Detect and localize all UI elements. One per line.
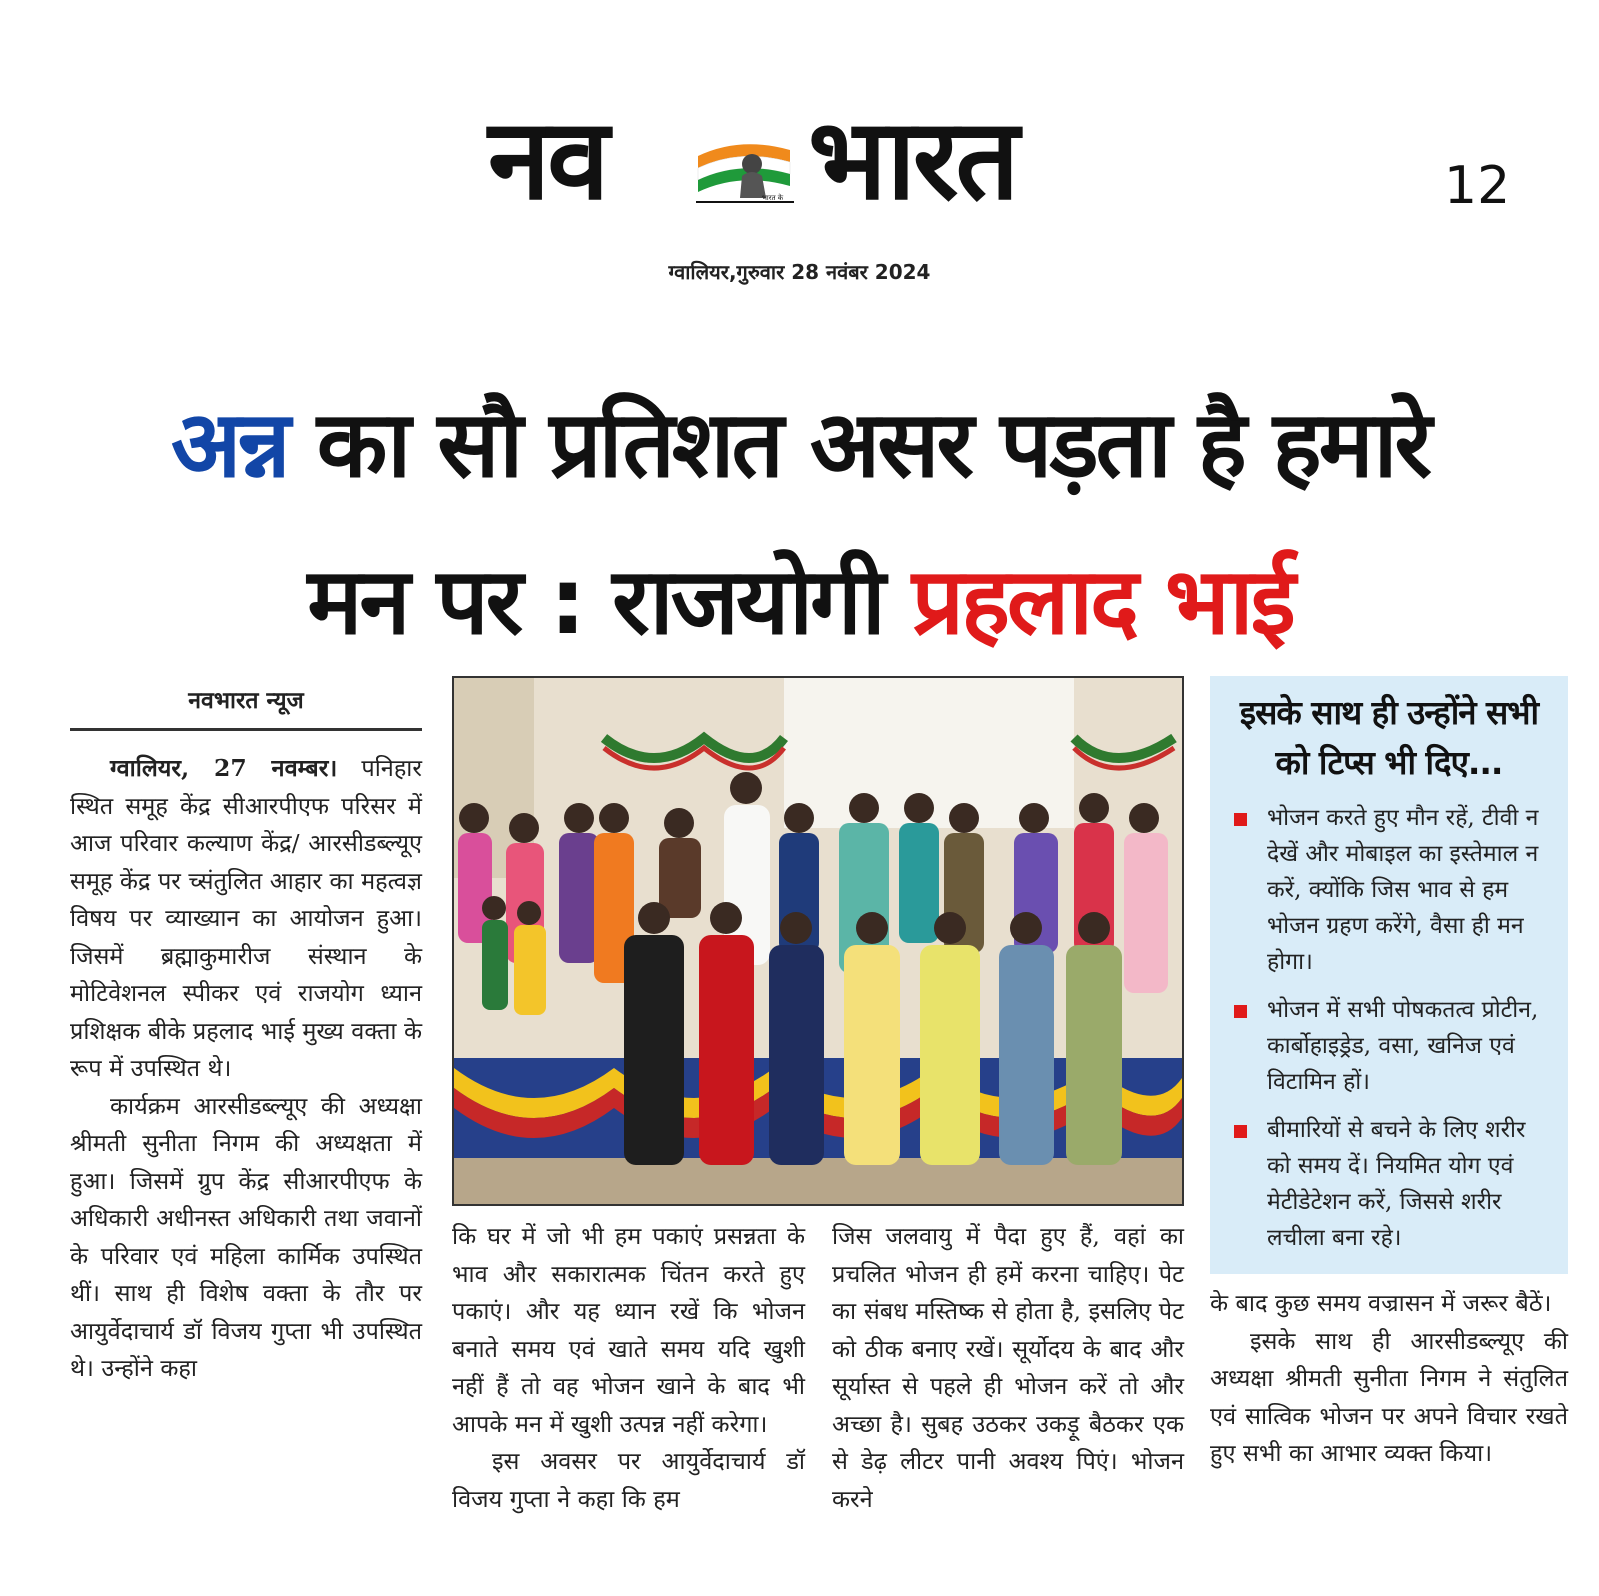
group-photo-icon (454, 678, 1182, 1204)
byline-rule (70, 728, 422, 731)
column-4-para-1: के बाद कुछ समय वज्रासन में जरूर बैठें। (1210, 1289, 1552, 1317)
page-number: 12 (1444, 156, 1511, 216)
article-column-3 (832, 1218, 1184, 1518)
headline-highlight-blue: अन्न (170, 391, 288, 498)
tips-box (1210, 676, 1568, 1274)
edition-dateline: ग्वालियर,गुरुवार 28 नवंबर 2024 (668, 260, 931, 284)
tips-title: इसके साथ ही उन्होंने सभी को टिप्स भी दिए... (1239, 693, 1539, 782)
article-column-2 (452, 1218, 805, 1518)
tip-item (1222, 800, 1556, 980)
headline-line-1 (40, 378, 1560, 503)
column-1-para-2: कार्यक्रम आरसीडब्ल्यूए की अध्यक्षा श्रीमती सुनीता निगम की अध्यक्षता में हुआ। जिसमें ग्रुप केंद्र सीआरपीएफ के अधिकारी अधीनस्त अधिकारी तथा जवानों के परिवार एवं महिला कार्मिक उपस्थित थीं। साथ ही विशेष वक्ता के तौर पर आयुर्वेदाचार्य डॉ विजय गुप्ता भी उपस्थित थे। उन्होंने कहा (70, 1091, 422, 1382)
group-photo (452, 676, 1184, 1206)
square-bullet-icon (1234, 813, 1247, 826)
square-bullet-icon (1234, 1005, 1247, 1018)
article-column-4 (1210, 1285, 1568, 1473)
story-dateline: ग्वालियर, 27 नवम्बर। (110, 754, 338, 782)
column-2-para-1: कि घर में जो भी हम पकाएं प्रसन्नता के भाव और सकारात्मक चिंतन करते हुए पकाएं। और यह ध्यान रखें कि भोजन बनाते समय एवं खाते समय यदि खुशी नहीं हैं तो वह भोजन खाने के बाद भी आपके मन में खुशी उत्पन्न नहीं करेगा। (452, 1222, 805, 1438)
tip-text: भोजन करते हुए मौन रहें, टीवी न देखें और मोबाइल का इस्तेमाल न करें, क्योंकि जिस भाव से हम भोजन ग्रहण करेंगे, वैसा ही मन होगा। (1267, 805, 1539, 975)
column-1-para-1 (70, 750, 422, 1088)
column-1-para-1-text: पनिहार स्थित समूह केंद्र सीआरपीएफ परिसर में आज परिवार कल्याण केंद्र/ आरसीडब्ल्यूए समूह केंद्र पर च्संतुलित आहार का महत्वज्ञ विषय पर व्याख्यान का आयोजन हुआ। जिसमें ब्रह्माकुमारीज संस्थान के मोटिवेशनल स्पीकर एवं राजयोग ध्यान प्रशिक्षक बीके प्रहलाद भाई मुख्य वक्ता के रूप में उपस्थित थे। (70, 754, 422, 1082)
headline-highlight-red: प्रहलाद भाई (911, 548, 1293, 655)
column-4-para-2: इसके साथ ही आरसीडब्ल्यूए की अध्यक्षा श्रीमती सुनीता निगम ने संतुलित एवं सात्विक भोजन पर अपने विचार रखते हुए सभी का आभार व्यक्त किया। (1210, 1326, 1568, 1467)
column-3-para-1: जिस जलवायु में पैदा हुए हैं, वहां का प्रचलित भोजन ही हमें करना चाहिए। पेट का संबध मस्तिष्क से होता है, इसलिए पेट को ठीक बनाए रखें। सूर्योदय के बाद और सूर्यास्त से पहले ही भोजन करें तो और अच्छा है। सुबह उठकर उकड़ू बैठकर एक से डेढ़ लीटर पानी अवश्य पिएं। भोजन करने (832, 1222, 1184, 1513)
tip-item (1222, 992, 1556, 1100)
headline-line-2-text: मन पर : राजयोगी (307, 548, 912, 655)
logo-left-word: नव (488, 95, 607, 225)
tip-text: भोजन में सभी पोषकतत्व प्रोटीन, कार्बोहाइड्रेड, वसा, खनिज एवं विटामिन हों। (1267, 997, 1539, 1095)
column-2-para-2: इस अवसर पर आयुर्वेदाचार्य डॉ विजय गुप्ता ने कहा कि हम (452, 1447, 805, 1513)
tip-text: बीमारियों से बचने के लिए शरीर को समय दें। नियमित योग एवं मेटीडेटेशन करें, जिससे शरीर लचीला बना रहे। (1267, 1117, 1526, 1251)
tip-item (1222, 1112, 1556, 1256)
emblem-caption: भारत के (762, 194, 784, 202)
square-bullet-icon (1234, 1125, 1247, 1138)
headline-line-2 (40, 535, 1560, 660)
logo-right-word: भारत (808, 95, 1017, 225)
headline-line-1-rest: का सौ प्रतिशत असर पड़ता है हमारे (287, 391, 1430, 498)
masthead (0, 95, 1599, 225)
byline: नवभारत न्यूज (188, 687, 304, 714)
flag-emblem-icon (690, 128, 800, 208)
article-column-1 (70, 750, 422, 1388)
